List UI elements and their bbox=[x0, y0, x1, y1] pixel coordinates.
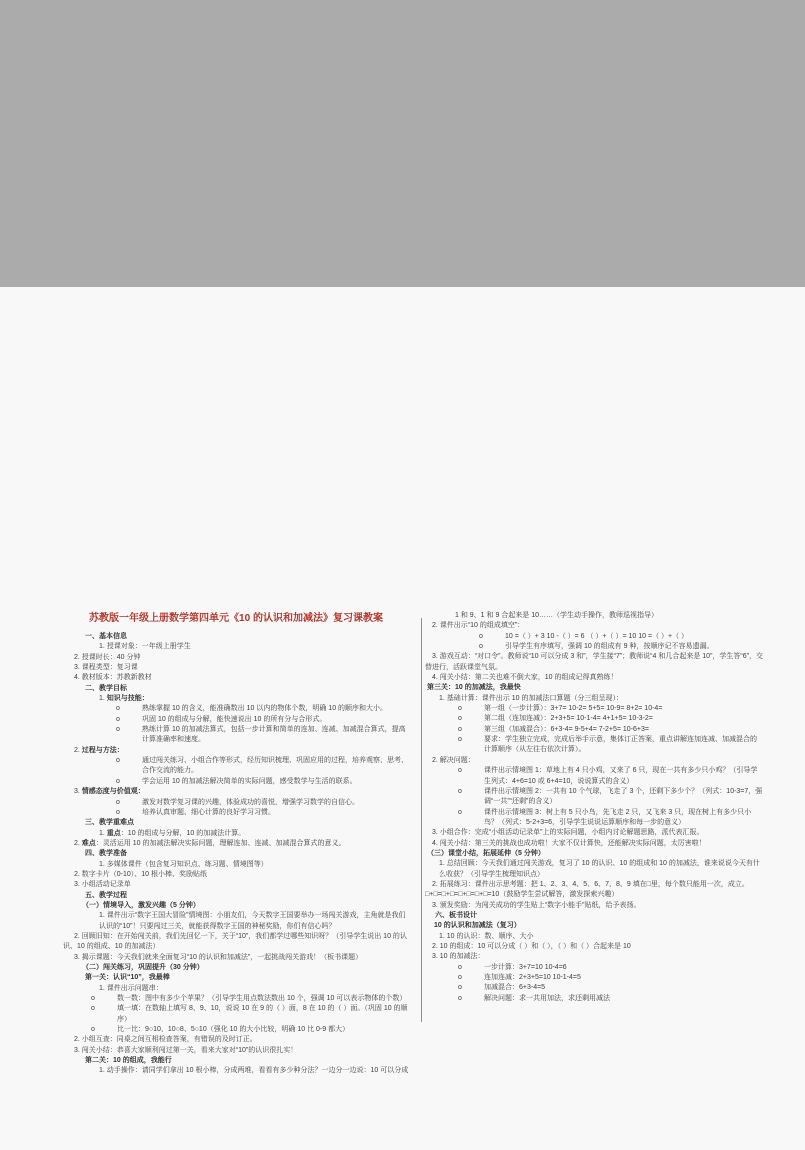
text-span: 1. 课件出示“数字王国大冒险”情境图：小朋友们，今天数字王国要举办一场闯关游戏，主角就是我们认识的“10”！只要闯过三关，就能获得数字王国的神秘奖励，你们有信心吗？ bbox=[99, 912, 406, 930]
text-line bbox=[439, 694, 763, 704]
text-span: 4. 教材版本：苏教新教材 bbox=[74, 674, 152, 682]
text-line bbox=[85, 849, 409, 859]
emphasis-text: 情感态度与价值观： bbox=[81, 788, 145, 796]
text-line bbox=[63, 777, 409, 787]
text-line bbox=[85, 891, 409, 901]
left-column bbox=[63, 612, 409, 1077]
text-line bbox=[63, 1025, 409, 1035]
text-span: 2. 课件出示“10 的组成填空”： bbox=[432, 622, 525, 630]
text-span: 三、教学重难点 bbox=[85, 819, 134, 827]
text-line bbox=[455, 611, 763, 621]
text-line bbox=[63, 839, 409, 849]
text-span: 五、教学过程 bbox=[85, 891, 127, 899]
text-span: 通过闯关练习、小组合作等形式，经历知识梳理、巩固应用的过程，培养观察、思考、合作交流的能力。 bbox=[142, 757, 408, 775]
text-span: 1 和 9、1 和 9 合起来是 10……（学生动手操作，教师巡视指导） bbox=[455, 612, 659, 619]
text-span: 3. 闯关小结：恭喜大家顺利闯过第一关，看来大家对“10”的认识很扎实！ bbox=[74, 1046, 298, 1054]
text-span: （三）课堂小结，拓展延伸（5 分钟） bbox=[427, 849, 545, 857]
text-line bbox=[63, 953, 409, 963]
text-line bbox=[425, 952, 763, 962]
text-line bbox=[425, 808, 763, 829]
emphasis-text: 过程与方法： bbox=[81, 746, 124, 754]
text-span: （二）闯关练习，巩固提升（30 分钟） bbox=[82, 964, 204, 971]
column-divider bbox=[421, 618, 422, 1022]
text-span: 2. 解决问题： bbox=[432, 756, 475, 764]
text-line bbox=[99, 642, 409, 652]
text-span: 2. 10 的组成：10 可以分成（ ）和（ ），（ ）和（ ）合起来是 10 bbox=[432, 943, 631, 950]
document-page bbox=[0, 287, 805, 1150]
text-line bbox=[99, 694, 409, 704]
text-line bbox=[425, 787, 763, 808]
text-span: 课件出示情境图 3：树上有 5 只小鸟，先飞走 2 只，又飞来 3 只，现在树上有多少只小鸟？（列式：5-2+3=6，引导学生说说运算顺序和每一步的意义） bbox=[484, 808, 752, 826]
text-span: 1. 动手操作：请同学们拿出 10 根小棒，分成两堆，看看有多少种分法？一边分一边说：10 可以分成 bbox=[99, 1067, 409, 1075]
text-span: 第三关：10 的加减法，我最快 bbox=[427, 684, 521, 692]
text-line bbox=[425, 756, 763, 766]
text-span: 比一比：9○10、10○8、5○10（强化 10 的大小比较，明确 10 比 0-9 都大） bbox=[117, 1026, 350, 1034]
text-span: 解决问题：求一共用加法，求还剩用减法 bbox=[484, 994, 610, 1002]
text-line bbox=[63, 673, 409, 683]
text-span: 要求：学生独立完成，完成后举手示意，集体订正答案，重点讲解连加连减、加减混合的计算顺序（从左往右依次计算）。 bbox=[484, 736, 757, 754]
text-line bbox=[425, 994, 763, 1004]
text-span: 1. 课件出示问题串： bbox=[99, 984, 163, 992]
text-span: 填一填：在数轴上填写 8、9、10，说说 10 在 9 的（ ）面，8 在 10 的（ ）面。（巩固 10 的顺序） bbox=[117, 1005, 408, 1023]
text-line bbox=[425, 673, 763, 683]
text-span: 学会运用 10 的加减法解决简单的实际问题，感受数学与生活的联系。 bbox=[142, 777, 357, 785]
text-span: 第三组（加减混合）：6+3-4= 9-5+4= 7-2+5= 10-6+3= bbox=[484, 725, 649, 733]
text-line bbox=[85, 973, 409, 983]
text-span: 3. 课程类型：复习课 bbox=[74, 664, 138, 672]
text-span: 引导学生有序填写，强调 10 的组成有 9 种，按顺序记不容易遗漏。 bbox=[505, 643, 714, 651]
text-span: 1. 基础计算：课件出示 10 的加减法口算题（分三组呈现）： bbox=[439, 694, 623, 702]
text-line bbox=[439, 932, 763, 942]
emphasis-text: 知识与技能： bbox=[106, 695, 149, 703]
text-line bbox=[425, 942, 763, 952]
text-span: 培养认真审题、细心计算的良好学习习惯。 bbox=[142, 808, 275, 816]
text-span: 1. 多媒体课件（包含复习知识点、练习题、情境图等） bbox=[99, 860, 268, 868]
text-line bbox=[425, 704, 763, 714]
text-line bbox=[63, 1004, 409, 1025]
emphasis-text: 重点 bbox=[106, 829, 121, 837]
text-span: ：灵活运用 10 的加减法解决实际问题，理解连加、连减、加减混合算式的意义。 bbox=[95, 839, 346, 847]
text-line bbox=[99, 984, 409, 994]
text-span: 1. bbox=[99, 695, 107, 703]
text-line bbox=[63, 746, 409, 756]
text-span: 巩固 10 的组成与分解，能快速说出 10 的所有分与合形式。 bbox=[142, 715, 327, 723]
text-span: 熟练掌握 10 的含义，能准确数出 10 以内的物体个数，明确 10 的顺序和大小。 bbox=[142, 705, 388, 713]
text-line bbox=[99, 829, 409, 839]
text-line bbox=[99, 1066, 409, 1076]
text-line bbox=[85, 632, 409, 642]
text-line bbox=[63, 653, 409, 663]
text-span: 10 的认识和加减法（复习） bbox=[434, 922, 521, 930]
text-span: 2. 授课时长：40 分钟 bbox=[74, 653, 141, 661]
text-line bbox=[425, 983, 763, 993]
text-line bbox=[425, 828, 763, 838]
text-span: 2. 小组互查：同桌之间互相检查答案，有错误的及时订正。 bbox=[74, 1036, 257, 1044]
text-span: 第二关：10 的组成，我能行 bbox=[85, 1057, 172, 1065]
text-line bbox=[425, 642, 763, 652]
text-line bbox=[63, 756, 409, 777]
text-span: 课件出示情境图 1：草地上有 4 只小鸡，又来了 6 只，现在一共有多少只小鸡？（引导学生列式：4+6=10 或 6+4=10，说说算式的含义） bbox=[484, 767, 758, 785]
text-line bbox=[63, 932, 409, 953]
text-span: 第二组（连加连减）：2+3+5= 10-1-4= 4+1+5= 10-3-2= bbox=[484, 715, 653, 723]
text-line bbox=[63, 880, 409, 890]
text-line bbox=[63, 1046, 409, 1056]
text-line bbox=[85, 1056, 409, 1066]
text-line bbox=[63, 870, 409, 880]
text-span: 一、基本信息 bbox=[85, 633, 127, 640]
text-span: 1. 授课对象：一年级上册学生 bbox=[99, 643, 191, 651]
text-span: 课件出示情境图 2：一共有 10 个气球，飞走了 3 个，还剩下多少个？（列式：10-3=7，强调“一共”“还剩”的含义） bbox=[484, 787, 763, 806]
text-line bbox=[425, 714, 763, 724]
text-line bbox=[63, 787, 409, 797]
text-line bbox=[63, 994, 409, 1004]
text-span: 激发对数学复习课的兴趣，体验成功的喜悦，增强学习数学的自信心。 bbox=[142, 798, 359, 806]
text-span: 一步计算：3+7=10 10-4=6 bbox=[484, 963, 567, 971]
text-span: 1. 总结回顾：今天我们通过闯关游戏，复习了 10 的认识、10 的组成和 10 的加减法，谁来说说今天有什么收获？（引导学生梳理知识点） bbox=[439, 860, 760, 878]
text-span: 2. 拓展练习：课件出示思考题：把 1、2、3、4、5、6、7、8、9 填在□里，每个数只能用一次，成立。□+□=□+□=□+□=□+□=10（鼓励学生尝试解答，激发探索兴趣） bbox=[425, 880, 749, 899]
text-span: 数一数：图中有多少个苹果？（引导学生用点数法数出 10 个，强调 10 可以表示物体的个数） bbox=[117, 995, 407, 1003]
text-line bbox=[425, 973, 763, 983]
text-line bbox=[425, 621, 763, 631]
text-span: 4. 闯关小结：第三关的挑战也成功啦！大家不仅计算快，还能解决实际问题，太厉害啦！ bbox=[432, 839, 706, 847]
text-span: ：10 的组成与分解，10 的加减法计算。 bbox=[120, 829, 246, 837]
text-span: 2. bbox=[74, 746, 82, 754]
text-line bbox=[99, 911, 409, 932]
text-span: 熟练计算 10 的加减法算式，包括一步计算和简单的连加、连减、加减混合算式，提高计算准确率和速度。 bbox=[142, 726, 406, 744]
text-line bbox=[425, 652, 763, 673]
text-line bbox=[439, 859, 763, 880]
text-span: 六、板书设计 bbox=[435, 911, 477, 919]
text-line bbox=[427, 849, 763, 859]
text-line bbox=[85, 684, 409, 694]
text-span: 第一组（一步计算）：3+7= 10-2= 5+5= 10-9= 8+2= 10-4= bbox=[484, 705, 663, 713]
text-line bbox=[434, 921, 763, 931]
text-span: 四、教学准备 bbox=[85, 850, 127, 858]
text-line bbox=[425, 725, 763, 735]
text-line bbox=[425, 839, 763, 849]
text-span: 3. bbox=[74, 788, 82, 796]
text-span: 1. 10 的认识：数、顺序、大小 bbox=[439, 932, 534, 940]
text-span: 连加连减：2+3+5=10 10-1-4=5 bbox=[484, 974, 581, 982]
text-span: 3. 揭示课题：今天我们就来全面复习“10 的认识和加减法”，一起挑战闯关游戏！（板书课题） bbox=[74, 953, 363, 961]
text-line bbox=[435, 911, 763, 921]
text-span: 1. bbox=[99, 829, 107, 837]
text-line bbox=[63, 725, 409, 746]
text-line bbox=[85, 818, 409, 828]
text-line bbox=[425, 880, 763, 901]
right-column bbox=[425, 611, 763, 1004]
text-line bbox=[425, 766, 763, 787]
text-span: 第一关：认识“10”，我最棒 bbox=[85, 974, 170, 982]
text-span: 3. 颁发奖励：为闯关成功的学生贴上“数字小能手”贴纸，给予表扬。 bbox=[432, 901, 641, 909]
text-span: 2. bbox=[74, 839, 82, 847]
emphasis-text: 难点 bbox=[81, 839, 96, 847]
text-line bbox=[82, 901, 409, 911]
text-span: （一）情境导入，激发兴趣（5 分钟） bbox=[82, 901, 200, 909]
text-line bbox=[63, 798, 409, 808]
document-title: 苏教版一年级上册数学第四单元《10 的认识和加减法》复习课教案 bbox=[89, 613, 383, 624]
text-span: 3. 游戏互动：“对口令”。教师说“10 可以分成 3 和”，学生接“7”；教师说“4 和几合起来是 10”，学生答“6”，交替进行，活跃课堂气氛。 bbox=[425, 653, 763, 671]
text-span: 3. 10 的加减法： bbox=[432, 953, 485, 961]
text-line bbox=[63, 704, 409, 714]
text-line bbox=[63, 715, 409, 725]
text-span: 3. 小组活动记录单 bbox=[74, 881, 131, 889]
text-line bbox=[427, 683, 763, 693]
text-line bbox=[425, 735, 763, 756]
text-span: 10 =（ ）+ 3 10 -（ ）= 6 （ ）+（ ）= 10 10 =（ ）+（ ） bbox=[505, 632, 689, 640]
text-line bbox=[63, 663, 409, 673]
text-span: 加减混合：6+3-4=5 bbox=[484, 984, 546, 992]
text-line bbox=[425, 632, 763, 642]
text-line bbox=[82, 963, 409, 973]
text-span: 2. 回顾旧知：在开始闯关前，我们先回忆一下，关于“10”，我们都学过哪些知识呀？（引导学生说出 10 的认识、10 的组成、10 的加减法） bbox=[63, 932, 407, 951]
text-line bbox=[425, 901, 763, 911]
text-span: 二、教学目标 bbox=[85, 684, 127, 692]
text-span: 3. 小组合作：完成“小组活动记录单”上的实际问题，小组内讨论解题思路，派代表汇报。 bbox=[432, 829, 704, 837]
text-line bbox=[425, 963, 763, 973]
text-line bbox=[63, 1035, 409, 1045]
text-line bbox=[63, 808, 409, 818]
text-span: 4. 闯关小结：第二关也难不倒大家，10 的组成记得真熟练！ bbox=[432, 674, 618, 682]
text-line bbox=[99, 860, 409, 870]
text-span: 2. 数字卡片（0-10）、10 根小棒、奖励贴纸 bbox=[74, 870, 208, 878]
